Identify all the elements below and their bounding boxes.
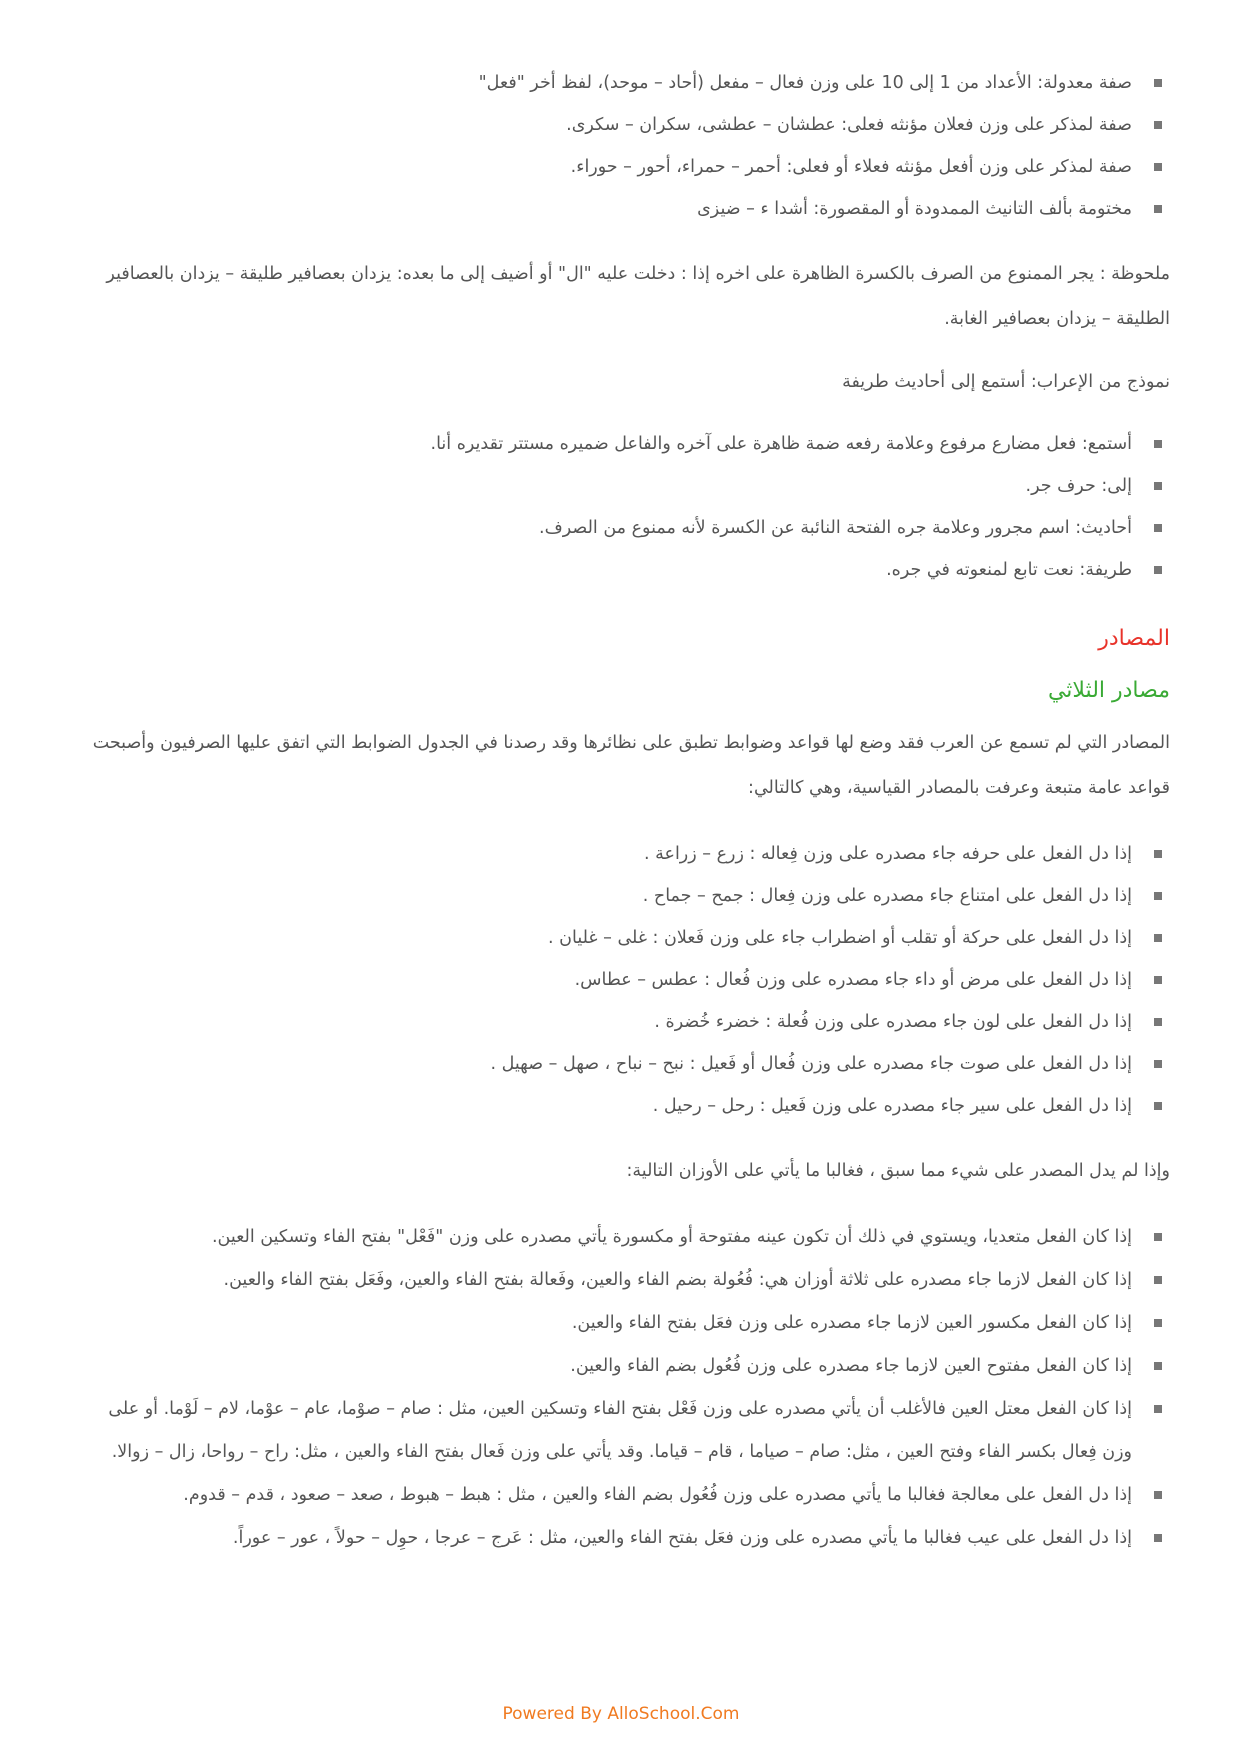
list-item: إلى: حرف جر. (88, 465, 1132, 507)
list-item: صفة معدولة: الأعداد من 1 إلى 10 على وزن فعال – مفعل (أحاد – موحد)، لفظ أخر "فعل" (88, 62, 1132, 104)
footer-credit-link[interactable]: Powered By AlloSchool.Com (502, 1704, 740, 1724)
list-item: إذا دل الفعل على امتناع جاء مصدره على وزن فِعال : جمح – جماح . (88, 875, 1132, 917)
list-item: طريفة: نعت تابع لمنعوته في جره. (88, 549, 1132, 591)
list-item: إذا كان الفعل مفتوح العين لازما جاء مصدره على وزن فُعُول بضم الفاء والعين. (88, 1345, 1132, 1388)
list-item: صفة لمذكر على وزن أفعل مؤنثه فعلاء أو فعلى: أحمر – حمراء، أحور – حوراء. (88, 146, 1132, 188)
list-weights (88, 1216, 1170, 1560)
document-page (88, 62, 1170, 1560)
list-parsing (88, 423, 1170, 591)
list-item: إذا دل الفعل على معالجة فغالبا ما يأتي مصدره على وزن فُعُول بضم الفاء والعين ، مثل : هبط – هبوط ، صعد – صعود ، قدم – قدوم. (88, 1474, 1132, 1517)
note-paragraph: ملحوظة : يجر الممنوع من الصرف بالكسرة الظاهرة على اخره إذا : دخلت عليه "ال" أو أضيف إلى ما بعده: يزدان بعصافير طليقة – يزدان بالعصافير الطليقة – يزدان بعصافير الغابة. (106, 264, 1170, 329)
list-item: إذا كان الفعل لازما جاء مصدره على ثلاثة أوزان هي: فُعُولة بضم الفاء والعين، وفَعالة بفتح الفاء والعين، وفَعَل بفتح الفاء والعين. (88, 1259, 1132, 1302)
list-item: إذا دل الفعل على حرفه جاء مصدره على وزن فِعاله : زرع – زراعة . (88, 833, 1132, 875)
list-adjectives (88, 62, 1170, 230)
intro2-paragraph: وإذا لم يدل المصدر على شيء مما سبق ، فغالبا ما يأتي على الأوزان التالية: (626, 1161, 1170, 1181)
list-masdar-rules (88, 833, 1170, 1127)
list-item: أستمع: فعل مضارع مرفوع وعلامة رفعه ضمة ظاهرة على آخره والفاعل ضميره مستتر تقديره أنا. (88, 423, 1132, 465)
list-item: إذا دل الفعل على سير جاء مصدره على وزن فَعيل : رحل – رحيل . (88, 1085, 1132, 1127)
subsection-heading: مصادر الثلاثي (1047, 678, 1170, 703)
list-item: إذا دل الفعل على حركة أو تقلب أو اضطراب جاء على وزن فَعلان : غلى – غليان . (88, 917, 1132, 959)
list-item: إذا كان الفعل مكسور العين لازما جاء مصدره على وزن فعَل بفتح الفاء والعين. (88, 1302, 1132, 1345)
list-item: مختومة بألف التانيث الممدودة أو المقصورة: أشدا ء – ضيزى (88, 188, 1132, 230)
list-item: إذا دل الفعل على صوت جاء مصدره على وزن فُعال أو فَعيل : نبح – نباح ، صهل – صهيل . (88, 1043, 1132, 1085)
list-item: إذا دل الفعل على مرض أو داء جاء مصدره على وزن فُعال : عطس – عطاس. (88, 959, 1132, 1001)
section-heading: المصادر (1098, 626, 1170, 651)
list-item: أحاديث: اسم مجرور وعلامة جره الفتحة النائبة عن الكسرة لأنه ممنوع من الصرف. (88, 507, 1132, 549)
list-item: إذا دل الفعل على عيب فغالبا ما يأتي مصدره على وزن فعَل بفتح الفاء والعين، مثل : عَرج – عرجا ، حوِل – حولاً ، عور – عوراً. (88, 1517, 1132, 1560)
list-item: صفة لمذكر على وزن فعلان مؤنثه فعلى: عطشان – عطشى، سكران – سكرى. (88, 104, 1132, 146)
list-item: إذا كان الفعل متعديا، ويستوي في ذلك أن تكون عينه مفتوحة أو مكسورة يأتي مصدره على وزن "فَعْل" بفتح الفاء وتسكين العين. (88, 1216, 1132, 1259)
intro-paragraph: المصادر التي لم تسمع عن العرب فقد وضع لها قواعد وضوابط تطبق على نظائرها وقد رصدنا في الجدول الضوابط التي اتفق عليها الصرفيون وأصبحت قواعد عامة متبعة وعرفت بالمصادر القياسية، وهي كالتالي: (92, 733, 1170, 798)
list-item: إذا كان الفعل معتل العين فالأغلب أن يأتي مصدره على وزن فَعْل بفتح الفاء وتسكين العين، مثل : صام – صوْما، عام – عوْما، لام – لَوْما. أو على وزن فِعال بكسر الفاء وفتح العين ، مثل: صام – صياما ، قام – قياما. وقد يأتي على وزن فَعال بفتح الفاء والعين ، مثل: راح – رواحا، زال – زوالا. (88, 1388, 1132, 1474)
parsing-example-title: نموذج من الإعراب: أستمع إلى أحاديث طريفة (842, 372, 1170, 392)
list-item: إذا دل الفعل على لون جاء مصدره على وزن فُعلة : خضرء خُضرة . (88, 1001, 1132, 1043)
